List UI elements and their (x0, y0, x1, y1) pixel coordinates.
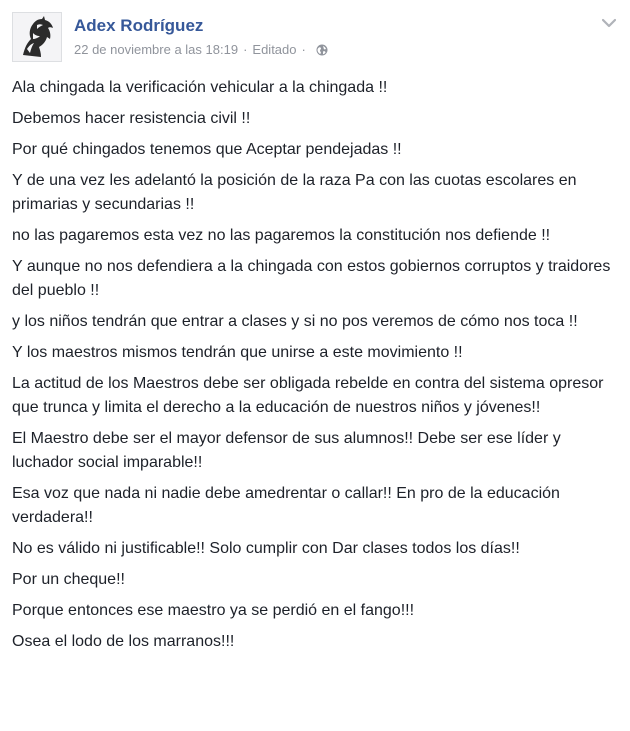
post-paragraph: La actitud de los Maestros debe ser obligada rebelde en contra del sistema opresor que trunca y limita el derecho a la educación de nuestros niños y jóvenes!! (12, 375, 604, 416)
post-paragraph: Y aunque no nos defendiera a la chingada con estos gobiernos corruptos y traidores del pueblo !! (12, 258, 611, 299)
avatar[interactable] (12, 12, 62, 62)
meta-separator: · (243, 42, 248, 57)
post-date[interactable]: 22 de noviembre a las 18:19 (74, 42, 239, 57)
chevron-down-icon[interactable] (602, 18, 616, 28)
post-paragraph: El Maestro debe ser el mayor defensor de sus alumnos!! Debe ser ese líder y luchador social imparable!! (12, 430, 561, 471)
post-paragraph: Debemos hacer resistencia civil !! (12, 110, 251, 127)
post-paragraph: Ala chingada la verificación vehicular a la chingada !! (12, 79, 388, 96)
post-paragraph: Esa voz que nada ni nadie debe amedrentar o callar!! En pro de la educación verdadera!! (12, 485, 560, 526)
meta-separator-2: · (301, 42, 306, 57)
edited-label[interactable]: Editado (252, 42, 297, 57)
post-paragraph: Por qué chingados tenemos que Aceptar pendejadas !! (12, 141, 402, 158)
post-paragraph: Por un cheque!! (12, 571, 125, 588)
post-header (12, 12, 618, 64)
globe-icon[interactable] (316, 44, 328, 56)
post-paragraph: Y los maestros mismos tendrán que unirse a este movimiento !! (12, 344, 463, 361)
post-paragraph: y los niños tendrán que entrar a clases y si no pos veremos de cómo nos toca !! (12, 313, 578, 330)
post-meta (74, 42, 328, 57)
post-paragraph: No es válido ni justificable!! Solo cumplir con Dar clases todos los días!! (12, 540, 520, 557)
author-name[interactable]: Adex Rodríguez (74, 16, 204, 35)
post-paragraph: Porque entonces ese maestro ya se perdió en el fango!!! (12, 602, 415, 619)
horse-logo-icon (13, 13, 61, 61)
post-paragraph: no las pagaremos esta vez no las pagaremos la constitución nos defiende !! (12, 227, 551, 244)
post-paragraph: Osea el lodo de los marranos!!! (12, 633, 235, 650)
post-body (12, 76, 616, 661)
post-paragraph: Y de una vez les adelantó la posición de la raza Pa con las cuotas escolares en primarias y secundarias !! (12, 172, 577, 213)
